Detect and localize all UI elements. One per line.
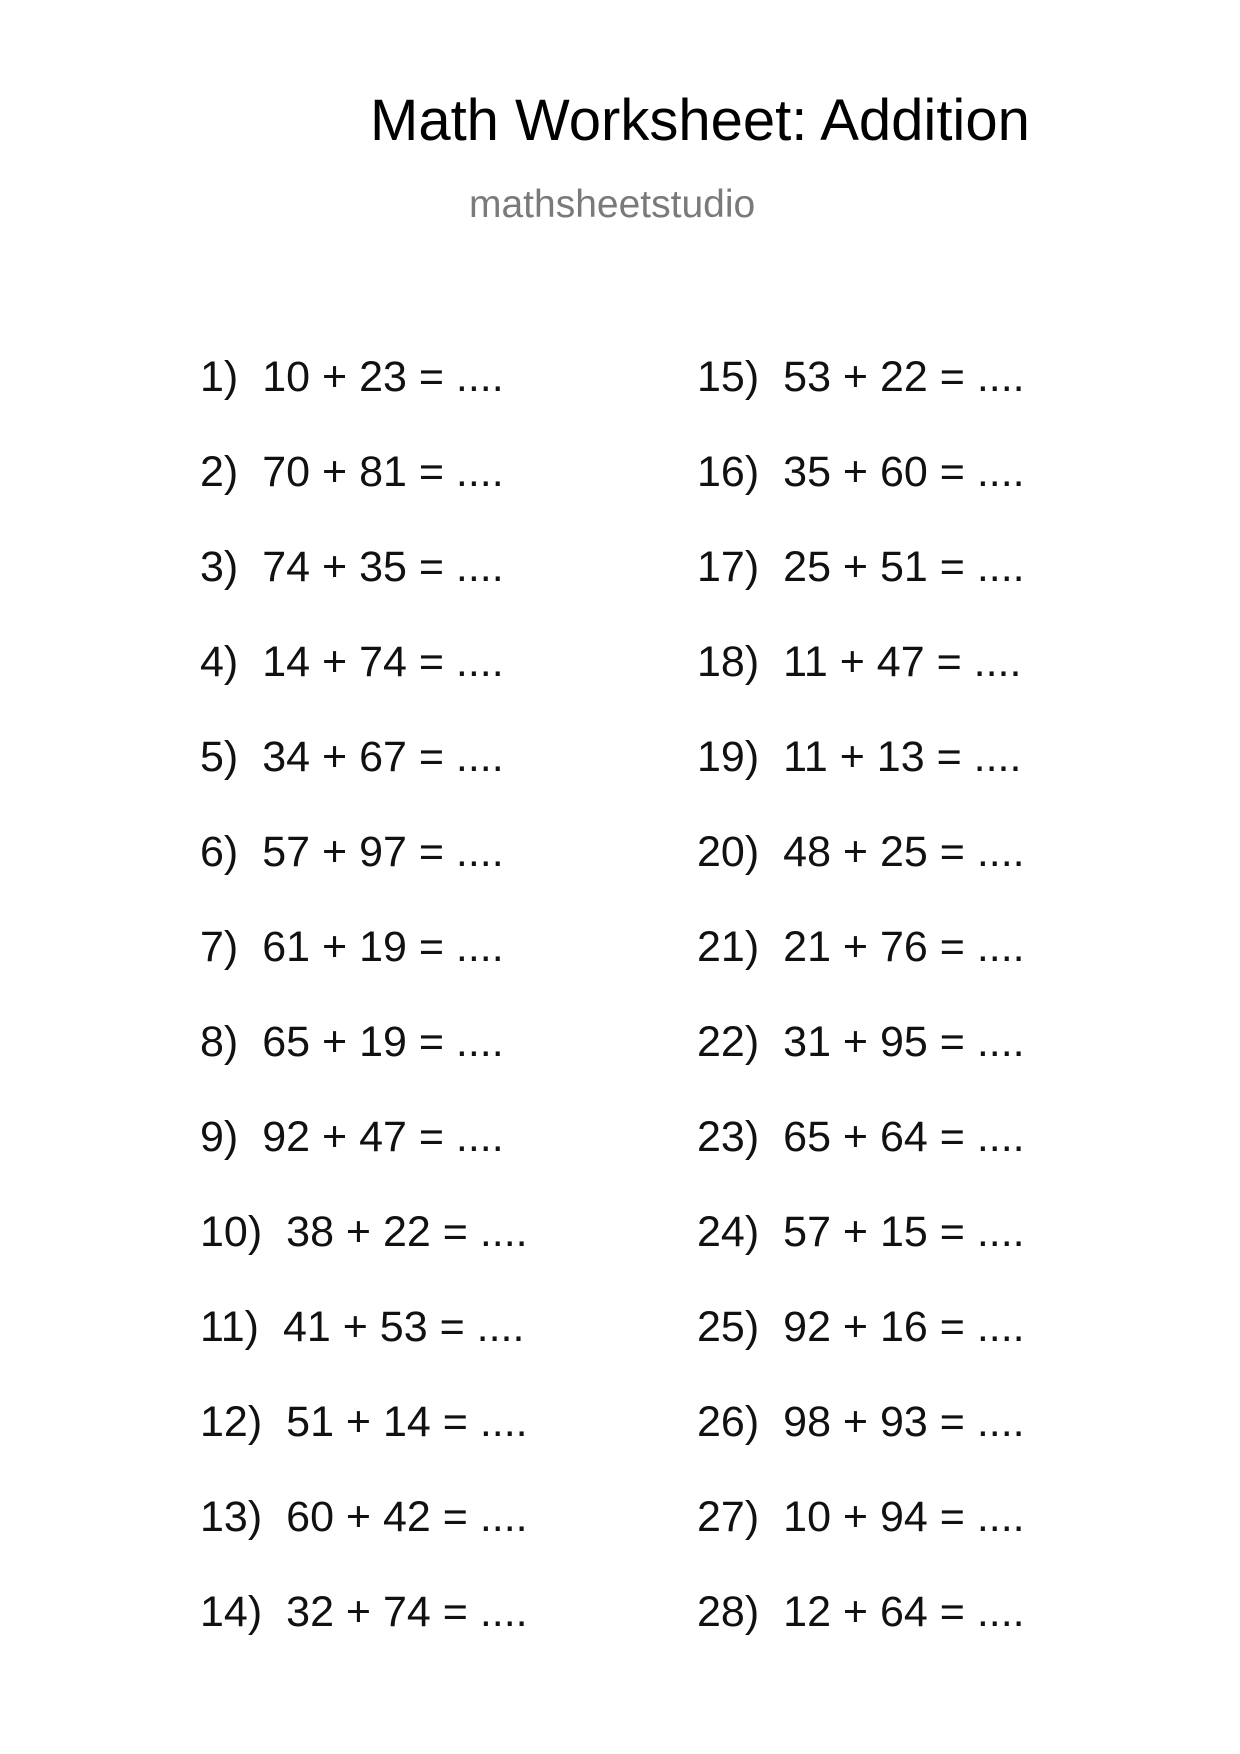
- problem-item: [200, 543, 528, 641]
- problem-number: 25): [697, 1303, 760, 1351]
- problem-column-right: [697, 353, 1025, 1686]
- problem-number: 15): [697, 353, 760, 401]
- problem-number: 13): [200, 1493, 263, 1541]
- problem-item: [200, 733, 528, 831]
- problem-expression: 11 + 47 = ....: [783, 638, 1022, 686]
- problem-item: [697, 1113, 1025, 1211]
- problem-expression: 10 + 94 = ....: [783, 1493, 1025, 1541]
- problem-item: [200, 448, 528, 546]
- problem-item: [697, 733, 1025, 831]
- problem-number: 26): [697, 1398, 760, 1446]
- problem-number: 27): [697, 1493, 760, 1541]
- problem-expression: 51 + 14 = ....: [286, 1398, 528, 1446]
- problem-number: 20): [697, 828, 760, 876]
- problem-expression: 12 + 64 = ....: [783, 1588, 1025, 1636]
- problem-expression: 61 + 19 = ....: [262, 923, 504, 971]
- page-subtitle: mathsheetstudio: [469, 183, 756, 226]
- problem-item: [200, 828, 528, 926]
- problem-number: 5): [200, 733, 239, 781]
- problem-number: 21): [697, 923, 760, 971]
- problem-number: 23): [697, 1113, 760, 1161]
- problem-expression: 21 + 76 = ....: [783, 923, 1025, 971]
- problem-number: 1): [200, 353, 239, 401]
- page-title: Math Worksheet: Addition: [370, 88, 1030, 153]
- problem-column-left: [200, 353, 528, 1686]
- problem-expression: 60 + 42 = ....: [286, 1493, 528, 1541]
- problem-expression: 35 + 60 = ....: [783, 448, 1025, 496]
- problem-item: [200, 923, 528, 1021]
- problem-item: [200, 1113, 528, 1211]
- problem-item: [200, 353, 528, 451]
- problem-number: 19): [697, 733, 760, 781]
- problem-expression: 31 + 95 = ....: [783, 1018, 1025, 1066]
- problem-item: [697, 1493, 1025, 1591]
- problem-number: 8): [200, 1018, 239, 1066]
- problem-item: [697, 923, 1025, 1021]
- problem-expression: 41 + 53 = ....: [282, 1303, 525, 1351]
- problem-item: [697, 1018, 1025, 1116]
- problem-number: 16): [697, 448, 760, 496]
- problem-item: [200, 1398, 528, 1496]
- problem-expression: 32 + 74 = ....: [286, 1588, 528, 1636]
- problem-expression: 14 + 74 = ....: [262, 638, 504, 686]
- problem-expression: 25 + 51 = ....: [783, 543, 1025, 591]
- problem-expression: 10 + 23 = ....: [262, 353, 504, 401]
- problem-number: 18): [697, 638, 760, 686]
- problem-number: 12): [200, 1398, 263, 1446]
- problem-item: [200, 1588, 528, 1686]
- problem-item: [200, 1018, 528, 1116]
- problem-expression: 34 + 67 = ....: [262, 733, 504, 781]
- problem-number: 24): [697, 1208, 760, 1256]
- problem-expression: 57 + 97 = ....: [262, 828, 504, 876]
- problem-item: [200, 1208, 528, 1306]
- problem-item: [697, 1208, 1025, 1306]
- problem-number: 11): [200, 1303, 259, 1351]
- problem-expression: 65 + 64 = ....: [783, 1113, 1025, 1161]
- problem-number: 2): [200, 448, 239, 496]
- problem-number: 4): [200, 638, 239, 686]
- problem-number: 22): [697, 1018, 760, 1066]
- problem-item: [200, 1493, 528, 1591]
- problem-expression: 53 + 22 = ....: [783, 353, 1025, 401]
- problem-item: [697, 543, 1025, 641]
- problem-number: 14): [200, 1588, 263, 1636]
- problem-number: 6): [200, 828, 239, 876]
- problem-item: [697, 1303, 1025, 1401]
- problem-expression: 74 + 35 = ....: [262, 543, 504, 591]
- problem-number: 28): [697, 1588, 760, 1636]
- problem-number: 10): [200, 1208, 263, 1256]
- problem-item: [697, 448, 1025, 546]
- problem-number: 9): [200, 1113, 239, 1161]
- problem-number: 17): [697, 543, 760, 591]
- problem-item: [697, 353, 1025, 451]
- problem-expression: 57 + 15 = ....: [783, 1208, 1025, 1256]
- problem-item: [697, 1588, 1025, 1686]
- problem-number: 7): [200, 923, 239, 971]
- problem-expression: 11 + 13 = ....: [783, 733, 1022, 781]
- problem-item: [697, 638, 1025, 736]
- problem-expression: 92 + 16 = ....: [783, 1303, 1025, 1351]
- problem-number: 3): [200, 543, 239, 591]
- problem-expression: 65 + 19 = ....: [262, 1018, 504, 1066]
- problem-item: [200, 1303, 528, 1401]
- problem-expression: 38 + 22 = ....: [286, 1208, 528, 1256]
- problem-expression: 98 + 93 = ....: [783, 1398, 1025, 1446]
- problem-expression: 70 + 81 = ....: [262, 448, 504, 496]
- problem-item: [697, 828, 1025, 926]
- problem-expression: 92 + 47 = ....: [262, 1113, 504, 1161]
- problem-expression: 48 + 25 = ....: [783, 828, 1025, 876]
- problem-item: [697, 1398, 1025, 1496]
- problem-item: [200, 638, 528, 736]
